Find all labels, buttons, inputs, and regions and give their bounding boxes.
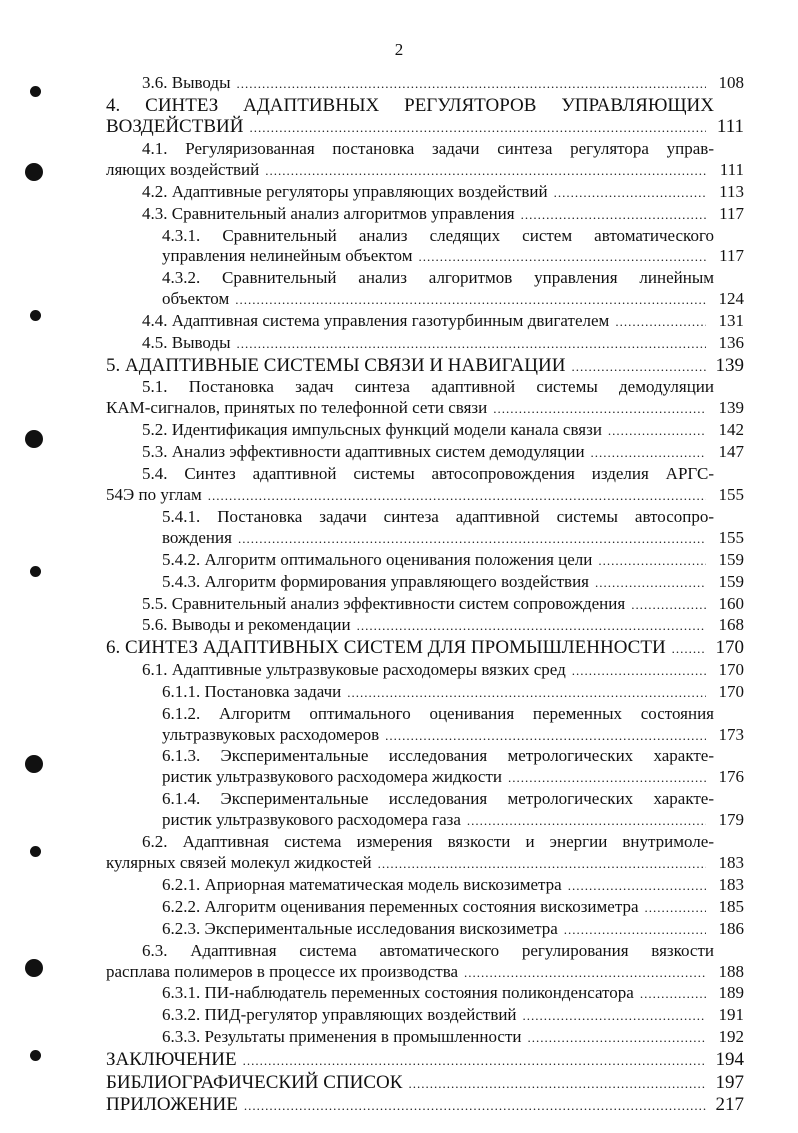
binder-hole <box>25 755 43 773</box>
toc-entry <box>106 704 744 747</box>
toc-entry-title: 4.4. Адаптивная система управления газотурбинным двигателем <box>142 311 610 331</box>
dot-leader <box>631 595 706 616</box>
toc-entry-title: ристик ультразвукового расходомера жидкости <box>162 767 503 787</box>
toc-entry-title: 6.1. Адаптивные ультразвуковые расходомеры вязких сред <box>142 659 566 679</box>
toc-entry <box>106 73 744 95</box>
toc-page-number: 170 <box>718 659 744 679</box>
toc-entry-title: 6.2. Адаптивная система измерения вязкости и энергии внутримоле- <box>142 832 714 852</box>
toc-entry-title: 5.3. Анализ эффективности адаптивных систем демодуляции <box>142 442 585 462</box>
dot-leader <box>595 573 706 594</box>
toc-entry <box>106 572 744 594</box>
toc-entry <box>106 919 744 941</box>
toc-entry-title: 5.4.2. Алгоритм оптимального оценивания положения цели <box>162 549 593 569</box>
toc-entry <box>106 875 744 897</box>
dot-leader <box>464 963 706 984</box>
toc-entry <box>106 1049 744 1072</box>
toc-entry-title: 4.2. Адаптивные регуляторы управляющих воздействий <box>142 181 548 201</box>
toc-page-number: 155 <box>718 485 744 504</box>
dot-leader <box>521 205 706 226</box>
toc-page-number: 155 <box>718 527 744 547</box>
toc-entry <box>106 268 744 311</box>
dot-leader <box>235 290 706 311</box>
toc-entry-title: ляющих воздействий <box>106 159 260 179</box>
toc-entry-title: 6.3.2. ПИД-регулятор управляющих воздействий <box>162 1005 517 1025</box>
binder-hole <box>30 86 41 97</box>
toc-entry <box>106 832 744 875</box>
dot-leader <box>408 1073 706 1095</box>
toc-page-number: 147 <box>718 442 744 462</box>
toc-entry <box>106 182 744 204</box>
dot-leader <box>598 551 706 572</box>
dot-leader <box>249 117 706 139</box>
toc-page-number: 139 <box>715 354 744 376</box>
toc-entry-title: вождения <box>162 527 232 547</box>
toc-entry-title: 6.1.3. Экспериментальные исследования метрологических характе- <box>162 746 714 766</box>
toc-entry <box>106 941 744 984</box>
toc-page-number: 192 <box>718 1027 744 1047</box>
toc-page-number: 124 <box>718 289 744 309</box>
toc-entry-title: 6.3. Адаптивная система автоматического регулирования вязкости <box>142 940 714 960</box>
toc-entry <box>106 897 744 919</box>
toc-page-number: 117 <box>719 246 744 266</box>
toc-entry-title: 6.2.1. Априорная математическая модель вискозиметра <box>162 874 562 894</box>
toc-entry-title: 5.5. Сравнительный анализ эффективности систем сопровождения <box>142 593 626 613</box>
toc-page-number: 189 <box>718 983 744 1003</box>
toc-entry <box>106 789 744 832</box>
toc-entry-title: КАМ-сигналов, принятых по телефонной сети связи <box>106 398 488 418</box>
binder-hole <box>25 959 43 977</box>
toc-entry <box>106 637 744 660</box>
binder-hole <box>30 1050 41 1061</box>
toc-page-number: 183 <box>718 874 744 894</box>
toc-page-number: 176 <box>718 767 744 787</box>
toc-entry <box>106 1027 744 1049</box>
toc-entry <box>106 226 744 269</box>
toc-entry-title: 4. СИНТЕЗ АДАПТИВНЫХ РЕГУЛЯТОРОВ УПРАВЛЯЮЩИХ <box>106 94 714 116</box>
toc-entry-title: 4.3.1. Сравнительный анализ следящих систем автоматического <box>162 225 714 245</box>
toc-page-number: 191 <box>718 1005 744 1025</box>
toc-entry <box>106 311 744 333</box>
page-number: 2 <box>394 40 404 59</box>
toc-entry-title: ПРИЛОЖЕНИЕ <box>106 1094 238 1116</box>
toc-entry <box>106 507 744 550</box>
toc-page-number: 179 <box>718 810 744 830</box>
toc-entry <box>106 355 744 378</box>
toc-entry <box>106 746 744 789</box>
dot-leader <box>237 74 706 95</box>
dot-leader <box>572 661 706 682</box>
dot-leader <box>564 920 706 941</box>
binder-hole <box>30 566 41 577</box>
toc-entry-title: управления нелинейным объектом <box>162 246 413 266</box>
toc-entry-title: 4.3. Сравнительный анализ алгоритмов управления <box>142 203 515 223</box>
toc-entry <box>106 550 744 572</box>
dot-leader <box>378 854 706 875</box>
toc-entry <box>106 983 744 1005</box>
toc-entry <box>106 95 744 139</box>
toc-entry-title: 4.1. Регуляризованная постановка задачи синтеза регулятора управ- <box>142 138 714 158</box>
toc-page-number: 183 <box>718 853 744 872</box>
toc-entry-title: 4.5. Выводы <box>142 333 231 353</box>
toc-page-number: 117 <box>719 203 744 223</box>
toc-entry-title: 5. АДАПТИВНЫЕ СИСТЕМЫ СВЯЗИ И НАВИГАЦИИ <box>106 354 566 376</box>
toc-entry <box>106 464 744 507</box>
toc-entry-title: 5.4. Синтез адаптивной системы автосопровождения изделия АРГС- <box>142 464 714 484</box>
dot-leader <box>508 768 706 789</box>
toc-entry-title: 5.4.3. Алгоритм формирования управляющего воздействия <box>162 571 589 591</box>
dot-leader <box>493 399 706 420</box>
toc-page-number: 142 <box>718 420 744 440</box>
dot-leader <box>527 1028 706 1049</box>
toc-page-number: 194 <box>715 1049 744 1071</box>
toc-entry-title: ЗАКЛЮЧЕНИЕ <box>106 1049 237 1071</box>
dot-leader <box>640 984 706 1005</box>
toc-entry-title: ристик ультразвукового расходомера газа <box>162 810 461 830</box>
toc-page-number: 159 <box>718 571 744 591</box>
dot-leader <box>237 334 706 355</box>
toc-page-number: 131 <box>718 311 744 331</box>
toc-entry-title: 5.1. Постановка задач синтеза адаптивной системы демодуляции <box>142 377 714 397</box>
dot-leader <box>645 898 707 919</box>
toc-page-number: 136 <box>718 333 744 353</box>
dot-leader <box>554 183 706 204</box>
dot-leader <box>208 486 706 507</box>
dot-leader <box>467 811 706 832</box>
binder-hole <box>30 310 41 321</box>
toc-page-number: 170 <box>715 637 744 659</box>
toc-page-number: 160 <box>718 593 744 613</box>
toc-entry-title: кулярных связей молекул жидкостей <box>106 853 372 872</box>
toc-entry <box>106 1072 744 1095</box>
toc-entry-title: 5.6. Выводы и рекомендации <box>142 615 351 635</box>
toc-entry-title: 6.2.2. Алгоритм оценивания переменных состояния вискозиметра <box>162 896 639 916</box>
toc-entry <box>106 660 744 682</box>
toc-entry-title: 6.3.3. Результаты применения в промышленности <box>162 1027 522 1047</box>
dot-leader <box>571 356 706 378</box>
toc-entry <box>106 333 744 355</box>
toc-page-number: 185 <box>718 896 744 916</box>
toc-entry-title: ультразвуковых расходомеров <box>162 724 380 744</box>
toc-entry <box>106 420 744 442</box>
toc-page-number: 186 <box>718 918 744 938</box>
toc-page-number: 170 <box>718 681 744 701</box>
toc-entry-title: 6.1.4. Экспериментальные исследования метрологических характе- <box>162 789 714 809</box>
toc-entry <box>106 1094 744 1117</box>
dot-leader <box>672 638 706 660</box>
toc-entry <box>106 1005 744 1027</box>
dot-leader <box>418 247 706 268</box>
toc-entry <box>106 204 744 226</box>
binder-hole <box>25 430 43 448</box>
toc-entry-title: БИБЛИОГРАФИЧЕСКИЙ СПИСОК <box>106 1071 403 1093</box>
toc-entry <box>106 442 744 464</box>
dot-leader <box>243 1050 706 1072</box>
toc-entry-title: 6.3.1. ПИ-наблюдатель переменных состояния поликонденсатора <box>162 983 634 1003</box>
toc-page-number: 217 <box>715 1094 744 1116</box>
toc-entry-title: 3.6. Выводы <box>142 73 231 92</box>
binder-hole <box>30 846 41 857</box>
toc-entry-title: 6.1.2. Алгоритм оптимального оценивания переменных состояния <box>162 703 714 723</box>
toc-entry-title: 5.4.1. Постановка задачи синтеза адаптивной системы автосопро- <box>162 506 714 526</box>
toc-entry <box>106 615 744 637</box>
toc-page-number: 113 <box>719 181 744 201</box>
toc-page-number: 139 <box>718 398 744 418</box>
toc-entry-title: объектом <box>162 289 230 309</box>
toc-entry-title: 5.2. Идентификация импульсных функций модели канала связи <box>142 420 602 440</box>
toc-entry <box>106 594 744 616</box>
toc-entry-title: 54Э по углам <box>106 485 202 504</box>
toc-entry <box>106 377 744 420</box>
toc-entry-title: 6. СИНТЕЗ АДАПТИВНЫХ СИСТЕМ ДЛЯ ПРОМЫШЛЕННОСТИ <box>106 637 666 659</box>
toc-page-number: 173 <box>718 724 744 744</box>
toc-page-number: 159 <box>718 549 744 569</box>
toc-page-number: 111 <box>719 159 744 179</box>
toc-entry-title: расплава полимеров в процессе их производства <box>106 961 459 981</box>
dot-leader <box>357 616 706 637</box>
toc-entry-title: 4.3.2. Сравнительный анализ алгоритмов управления линейным <box>162 268 714 288</box>
dot-leader <box>591 443 706 464</box>
dot-leader <box>385 726 706 747</box>
toc-page-number: 108 <box>718 73 744 92</box>
toc-entry-title: 6.2.3. Экспериментальные исследования вискозиметра <box>162 918 558 938</box>
dot-leader <box>238 529 706 550</box>
toc-page-number: 188 <box>718 961 744 981</box>
toc-page-number: 111 <box>716 116 744 138</box>
toc-page-number: 197 <box>715 1071 744 1093</box>
toc-entry-title: 6.1.1. Постановка задачи <box>162 681 342 701</box>
toc-entry-title: ВОЗДЕЙСТВИЙ <box>106 116 244 138</box>
dot-leader <box>568 876 706 897</box>
dot-leader <box>615 312 706 333</box>
toc-entry <box>106 682 744 704</box>
binder-hole <box>25 163 43 181</box>
dot-leader <box>608 421 706 442</box>
dot-leader <box>244 1095 706 1117</box>
toc-entry <box>106 139 744 182</box>
dot-leader <box>523 1006 706 1027</box>
dot-leader <box>347 683 706 704</box>
toc-page-number: 168 <box>718 615 744 635</box>
table-of-contents <box>106 73 744 1117</box>
dot-leader <box>265 161 706 182</box>
